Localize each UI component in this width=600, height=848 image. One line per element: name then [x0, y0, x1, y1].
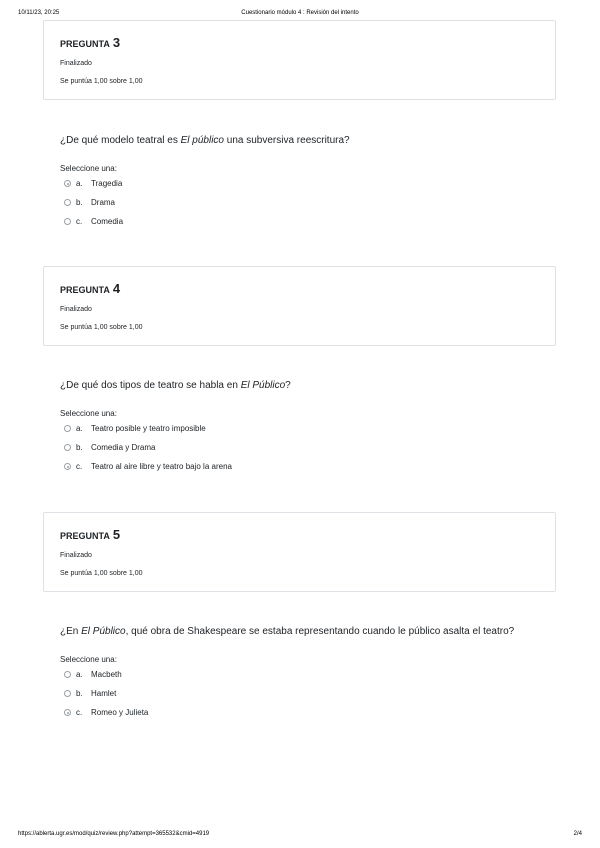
radio-button-selected[interactable]: [64, 709, 71, 716]
question-number: 5: [112, 527, 121, 542]
option-text: Hamlet: [91, 689, 117, 698]
question-state: Finalizado: [60, 306, 92, 313]
answer-prompt: Seleccione una:: [60, 164, 117, 173]
print-title: Cuestionario módulo 4 : Revisión del intento: [241, 10, 359, 16]
question-text: ¿En El Público, qué obra de Shakespeare se estaba representando cuando le público asalta el teatro?: [60, 626, 515, 637]
question-grade: Se puntúa 1,00 sobre 1,00: [60, 324, 143, 331]
option-letter: a.: [76, 179, 83, 188]
question-grade: Se puntúa 1,00 sobre 1,00: [60, 78, 143, 85]
option-letter: c.: [76, 217, 83, 226]
option-letter: b.: [76, 689, 83, 698]
question-heading: [60, 35, 120, 50]
question-grade: Se puntúa 1,00 sobre 1,00: [60, 570, 143, 577]
option-text: Drama: [91, 198, 116, 207]
option-letter: b.: [76, 443, 83, 452]
question-info-card: [43, 512, 556, 592]
option-letter: a.: [76, 424, 83, 433]
option-text: Comedia y Drama: [91, 443, 156, 452]
option-letter: c.: [76, 462, 83, 471]
option-text: Teatro posible y teatro imposible: [91, 424, 206, 433]
question-label: PREGUNTA: [60, 285, 110, 295]
option-text: Tragedia: [91, 179, 123, 188]
answer-prompt: Seleccione una:: [60, 655, 117, 664]
option-letter: a.: [76, 670, 83, 679]
question-label: PREGUNTA: [60, 531, 110, 541]
radio-button-selected[interactable]: [64, 180, 71, 187]
question-text: ¿De qué dos tipos de teatro se habla en El Público?: [60, 380, 291, 391]
print-datetime: 10/11/23, 20:25: [18, 10, 60, 16]
question-heading: [60, 527, 120, 542]
question-info-card: [43, 266, 556, 346]
question-number: 3: [112, 35, 121, 50]
question-number: 4: [112, 281, 121, 296]
option-text: Macbeth: [91, 670, 122, 679]
radio-button-selected[interactable]: [64, 463, 71, 470]
print-url: https://ablerta.ugr.es/mod/quiz/review.php?attempt=365532&cmid=4919: [18, 831, 210, 837]
option-text: Comedia: [91, 217, 124, 226]
radio-button[interactable]: [64, 690, 71, 697]
question-text: ¿De qué modelo teatral es El público una subversiva reescritura?: [60, 135, 350, 146]
radio-button[interactable]: [64, 425, 71, 432]
option-text: Teatro al aire libre y teatro bajo la arena: [91, 462, 232, 471]
print-page-number: 2/4: [573, 831, 582, 837]
question-label: PREGUNTA: [60, 39, 110, 49]
option-letter: b.: [76, 198, 83, 207]
radio-button[interactable]: [64, 444, 71, 451]
answer-prompt: Seleccione una:: [60, 409, 117, 418]
radio-button[interactable]: [64, 218, 71, 225]
option-text: Romeo y Julieta: [91, 708, 149, 717]
question-state: Finalizado: [60, 552, 92, 559]
question-heading: [60, 281, 120, 296]
question-info-card: [43, 20, 556, 100]
radio-button[interactable]: [64, 671, 71, 678]
radio-button[interactable]: [64, 199, 71, 206]
option-letter: c.: [76, 708, 83, 717]
question-state: Finalizado: [60, 60, 92, 67]
